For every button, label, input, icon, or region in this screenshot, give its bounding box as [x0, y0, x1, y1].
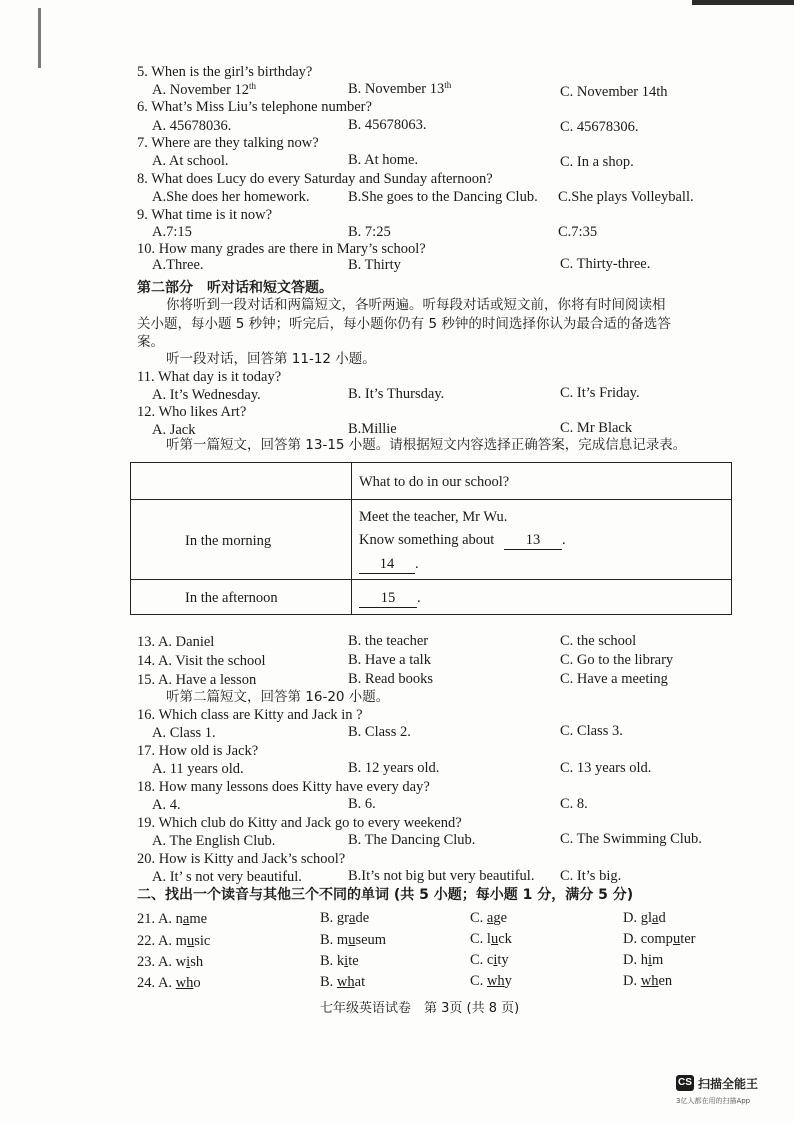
q23-a-underline: i [186, 954, 191, 970]
passage1-instruction: 听第一篇短文，回答第 13-15 小题。请根据短文内容选择正确答案，完成信息记录表。 [166, 437, 687, 453]
q19-stem: 19. Which club do Kitty and Jack go to every weekend? [137, 815, 462, 831]
q22-option-d [623, 930, 695, 948]
q21-option-b [320, 909, 369, 927]
scan-corner-mark [692, 0, 794, 5]
q17-stem: 17. How old is Jack? [137, 743, 259, 759]
q12-option-a: A. Jack [152, 422, 196, 438]
q22-number: 22. A. [137, 933, 176, 949]
q5-stem: 5. When is the girl’s birthday? [137, 64, 313, 80]
q22-a-pre: m [175, 933, 187, 949]
q14-option-b: B. Have a talk [348, 652, 431, 668]
q22-d-underline: u [672, 931, 681, 947]
table-row-morning-label: In the morning [185, 533, 272, 549]
q23-a-post: sh [190, 954, 204, 970]
q23-b-underline: i [344, 953, 349, 969]
q14-option-a: 14. A. Visit the school [137, 653, 266, 669]
q24-a-underline: wh [175, 975, 194, 991]
q14-option-c: C. Go to the library [560, 652, 674, 668]
q23-d-post: m [652, 952, 664, 968]
q22-option-c [470, 930, 512, 948]
q18-option-b: B. 6. [348, 796, 376, 812]
blank-13: 13 [504, 532, 562, 550]
q5-option-a-text: A. November 12 [152, 82, 250, 98]
q20-option-a: A. It’ s not very beautiful. [152, 869, 302, 885]
q23-option-a [137, 953, 203, 971]
table-afternoon-line1 [359, 590, 421, 608]
q5-option-a [152, 81, 256, 99]
q24-d-pre: D. [623, 973, 641, 989]
q17-option-c: C. 13 years old. [560, 760, 652, 776]
q5-option-b-sup: th [444, 80, 452, 90]
page-footer: 七年级英语试卷 第 3页 (共 8 页) [320, 1001, 520, 1016]
table-column-divider [351, 463, 352, 614]
q12-option-b: B.Millie [348, 421, 397, 437]
q22-option-a [137, 932, 210, 950]
q9-option-b: B. 7:25 [348, 224, 391, 240]
part2-intro-line3: 案。 [137, 334, 164, 350]
passage2-instruction: 听第二篇短文，回答第 16-20 小题。 [166, 689, 390, 705]
q5-option-b [348, 80, 451, 98]
q24-c-post: y [504, 973, 512, 989]
q15-option-c: C. Have a meeting [560, 671, 668, 687]
q8-option-a: A.She does her homework. [152, 189, 310, 205]
info-record-table [130, 462, 732, 615]
q21-c-post: ge [493, 910, 508, 926]
q11-option-b: B. It’s Thursday. [348, 386, 445, 402]
q9-option-a: A.7:15 [152, 224, 192, 240]
q20-option-b: B.It’s not big but very beautiful. [348, 868, 535, 884]
q21-d-underline: a [652, 910, 659, 926]
table-row-afternoon-label: In the afternoon [185, 590, 278, 606]
q22-a-underline: u [186, 933, 195, 949]
q12-stem: 12. Who likes Art? [137, 404, 247, 420]
q22-option-b [320, 931, 386, 949]
q21-c-underline: a [486, 910, 494, 926]
q22-b-pre: B. m [320, 932, 349, 948]
q22-d-post: ter [680, 931, 696, 947]
q23-c-pre: C. c [470, 952, 494, 968]
dialog-instruction: 听一段对话，回答第 11-12 小题。 [166, 351, 376, 367]
q15-option-b: B. Read books [348, 671, 433, 687]
blank-13-period: . [561, 532, 566, 548]
q21-a-underline: a [182, 911, 190, 927]
q20-stem: 20. How is Kitty and Jack’s school? [137, 851, 346, 867]
q5-option-c: C. November 14th [560, 84, 668, 100]
q24-c-underline: wh [486, 973, 505, 989]
q17-option-b: B. 12 years old. [348, 760, 440, 776]
q13-option-c: C. the school [560, 633, 637, 649]
blank-15-period: . [417, 590, 421, 606]
q8-option-b: B.She goes to the Dancing Club. [348, 189, 538, 205]
q21-b-post: de [355, 910, 370, 926]
q24-option-d [623, 972, 672, 990]
q24-d-post: en [658, 973, 673, 989]
part2-intro-line1: 你将听到一段对话和两篇短文，各听两遍。听每段对话或短文前，你将有时间阅读相 [166, 297, 666, 313]
q18-stem: 18. How many lessons does Kitty have every day? [137, 779, 430, 795]
q21-d-post: d [658, 910, 666, 926]
q21-option-c [470, 909, 507, 927]
q22-c-pre: C. l [470, 931, 491, 947]
q24-number: 24. A. [137, 975, 176, 991]
q8-stem: 8. What does Lucy do every Saturday and Sunday afternoon? [137, 171, 493, 187]
q7-option-b: B. At home. [348, 152, 419, 168]
q22-a-post: sic [194, 933, 211, 949]
q6-option-b: B. 45678063. [348, 117, 427, 133]
q21-d-pre: D. gl [623, 910, 652, 926]
q10-stem: 10. How many grades are there in Mary’s school? [137, 241, 426, 257]
camscanner-name: 扫描全能王 [698, 1077, 759, 1091]
q21-c-pre: C. [470, 910, 487, 926]
q24-b-underline: wh [336, 974, 355, 990]
q16-option-b: B. Class 2. [348, 724, 411, 740]
q19-option-c: C. The Swimming Club. [560, 831, 702, 847]
q7-option-a: A. At school. [152, 153, 229, 169]
q24-b-post: at [354, 974, 366, 990]
q20-option-c: C. It’s big. [560, 868, 622, 884]
blank-14: 14 [359, 556, 415, 574]
q10-option-a: A.Three. [152, 257, 204, 273]
blank-15: 15 [359, 590, 417, 608]
q19-option-a: A. The English Club. [152, 833, 276, 849]
q5-option-a-sup: th [249, 81, 257, 91]
q21-a-post: me [189, 911, 208, 927]
camscanner-logo: CS [676, 1075, 694, 1091]
table-morning-line2-text: Know something about [359, 532, 495, 548]
q17-option-a: A. 11 years old. [152, 761, 244, 777]
q11-stem: 11. What day is it today? [137, 369, 282, 385]
q22-c-post: ck [498, 931, 512, 947]
q22-b-post: seum [355, 932, 387, 948]
scan-edge-mark [38, 8, 41, 68]
q21-b-pre: B. gr [320, 910, 349, 926]
q23-option-c [470, 951, 509, 969]
q6-stem: 6. What’s Miss Liu’s telephone number? [137, 99, 372, 115]
q21-option-a [137, 910, 207, 928]
q6-option-a: A. 45678036. [152, 118, 232, 134]
q18-option-c: C. 8. [560, 796, 588, 812]
q21-option-d [623, 909, 666, 927]
q23-d-underline: i [647, 952, 653, 968]
q23-option-b [320, 952, 359, 970]
q24-b-pre: B. [320, 974, 337, 990]
q9-option-c: C.7:35 [558, 224, 598, 240]
table-morning-line3 [359, 556, 419, 574]
q24-c-pre: C. [470, 973, 487, 989]
table-header: What to do in our school? [359, 474, 510, 490]
q24-option-c [470, 972, 512, 990]
q12-option-c: C. Mr Black [560, 420, 633, 436]
q18-option-a: A. 4. [152, 797, 181, 813]
q22-c-underline: u [490, 931, 499, 947]
table-morning-line1: Meet the teacher, Mr Wu. [359, 509, 508, 525]
q13-option-a: 13. A. Daniel [137, 634, 215, 650]
q7-stem: 7. Where are they talking now? [137, 135, 319, 151]
q16-option-a: A. Class 1. [152, 725, 216, 741]
q8-option-c: C.She plays Volleyball. [558, 189, 694, 205]
q23-d-pre: D. h [623, 952, 648, 968]
q15-option-a: 15. A. Have a lesson [137, 672, 257, 688]
table-row-divider [131, 579, 731, 580]
q16-stem: 16. Which class are Kitty and Jack in ? [137, 707, 363, 723]
table-morning-line2 [359, 532, 566, 550]
q22-d-pre: D. comp [623, 931, 673, 947]
part2-intro-line2: 关小题，每小题 5 秒钟；听完后，每小题你仍有 5 秒钟的时间选择你认为最合适的备选答 [137, 316, 671, 332]
q23-option-d [623, 951, 663, 969]
q21-number: 21. A. [137, 911, 176, 927]
q24-d-underline: wh [640, 973, 659, 989]
section2-heading: 二、找出一个读音与其他三个不同的单词 (共 5 小题；每小题 1 分，满分 5 分) [137, 887, 634, 903]
q23-c-underline: i [493, 952, 498, 968]
part2-heading: 第二部分 听对话和短文答题。 [137, 280, 333, 296]
q23-b-pre: B. k [320, 953, 345, 969]
q23-a-pre: w [175, 954, 187, 970]
q24-a-post: o [193, 975, 201, 991]
q24-option-a [137, 974, 201, 992]
q11-option-c: C. It’s Friday. [560, 385, 640, 401]
q22-b-underline: u [348, 932, 356, 948]
q24-option-b [320, 973, 365, 991]
q10-option-b: B. Thirty [348, 257, 401, 273]
q21-a-pre: n [175, 911, 183, 927]
q19-option-b: B. The Dancing Club. [348, 832, 476, 848]
q23-c-post: ty [497, 952, 509, 968]
q6-option-c: C. 45678306. [560, 119, 639, 135]
q7-option-c: C. In a shop. [560, 154, 634, 170]
q10-option-c: C. Thirty-three. [560, 256, 651, 272]
q23-number: 23. A. [137, 954, 176, 970]
q5-option-b-text: B. November 13 [348, 81, 445, 97]
q21-b-underline: a [349, 910, 356, 926]
blank-14-period: . [415, 556, 419, 572]
table-row-divider [131, 499, 731, 500]
q9-stem: 9. What time is it now? [137, 207, 273, 223]
camscanner-tagline: 3亿人都在用的扫描App [676, 1097, 751, 1105]
q23-b-post: te [348, 953, 359, 969]
q16-option-c: C. Class 3. [560, 723, 623, 739]
q13-option-b: B. the teacher [348, 633, 429, 649]
q11-option-a: A. It’s Wednesday. [152, 387, 261, 403]
